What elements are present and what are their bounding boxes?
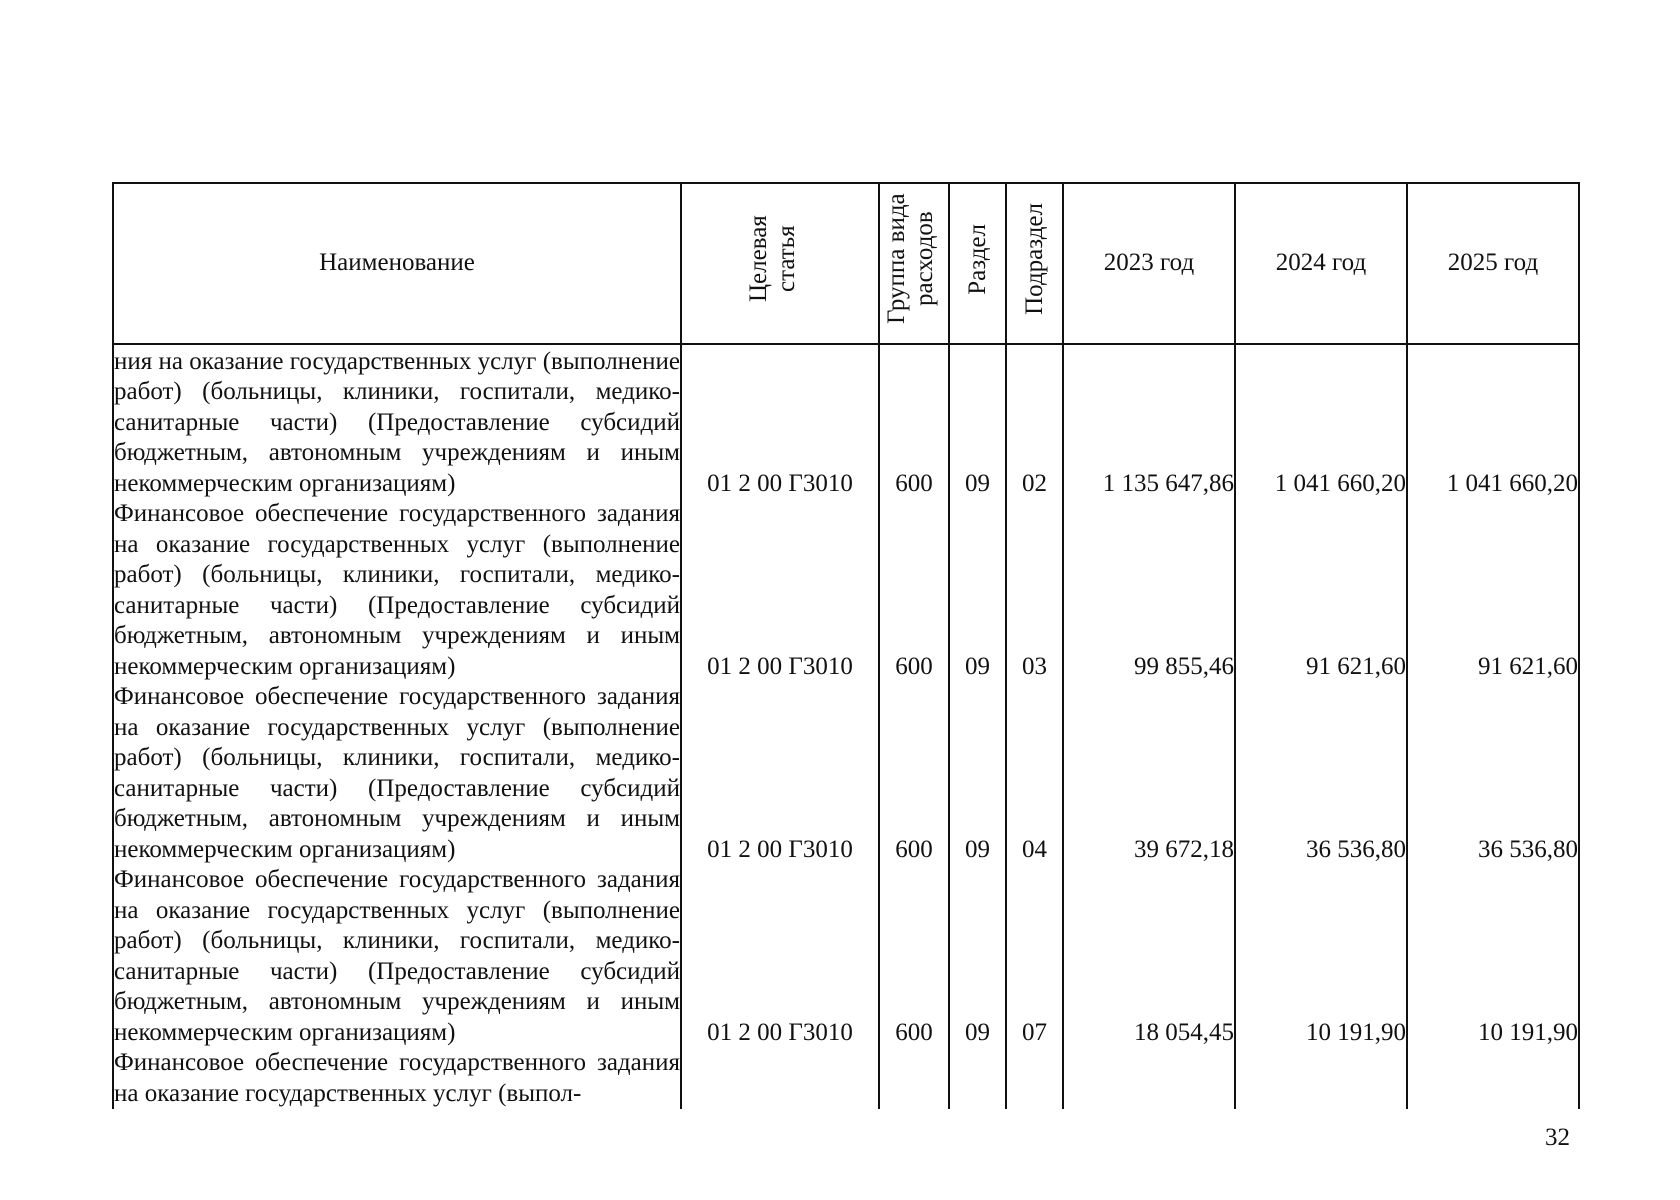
table-body — [113, 344, 1579, 1110]
row-group — [879, 1048, 949, 1109]
row-group: 600 — [879, 344, 949, 500]
header-group: Группа вида расходов — [879, 183, 949, 344]
row-2024: 36 536,80 — [1235, 682, 1407, 865]
row-2025: 1 041 660,20 — [1407, 344, 1579, 500]
row-2024 — [1235, 1048, 1407, 1109]
row-name: Финансовое обеспечение государственного задания на оказание государственных услуг (выполнение работ) (больницы, клиники, госпитали, медико-санитарные части) (Предоставление субсидий бюджетным, автономным учреждениям и иным некоммерческим организациям) — [113, 682, 681, 865]
row-2024: 10 191,90 — [1235, 865, 1407, 1048]
table-row — [113, 1048, 1579, 1109]
table-header — [113, 183, 1579, 344]
row-2025: 91 621,60 — [1407, 499, 1579, 682]
header-2024: 2024 год — [1235, 183, 1407, 344]
row-section: 09 — [949, 865, 1006, 1048]
header-section: Раздел — [949, 183, 1006, 344]
row-section: 09 — [949, 344, 1006, 500]
row-group: 600 — [879, 682, 949, 865]
row-2025: 36 536,80 — [1407, 682, 1579, 865]
page-number: 32 — [1545, 1124, 1570, 1151]
header-2025: 2025 год — [1407, 183, 1579, 344]
row-2023: 39 672,18 — [1063, 682, 1235, 865]
row-section — [949, 1048, 1006, 1109]
row-name: Финансовое обеспечение государственного задания на оказание государственных услуг (выпол- — [113, 1048, 681, 1109]
row-name: Финансовое обеспечение государственного задания на оказание государственных услуг (выполнение работ) (больницы, клиники, госпитали, медико-санитарные части) (Предоставление субсидий бюджетным, автономным учреждениям и иным некоммерческим организациям) — [113, 865, 681, 1048]
row-2023: 1 135 647,86 — [1063, 344, 1235, 500]
row-target: 01 2 00 Г3010 — [681, 682, 879, 865]
row-2024: 1 041 660,20 — [1235, 344, 1407, 500]
row-2023 — [1063, 1048, 1235, 1109]
row-target: 01 2 00 Г3010 — [681, 499, 879, 682]
header-subsection: Подраздел — [1006, 183, 1063, 344]
row-2024: 91 621,60 — [1235, 499, 1407, 682]
row-2025: 10 191,90 — [1407, 865, 1579, 1048]
table-row — [113, 682, 1579, 865]
row-section: 09 — [949, 682, 1006, 865]
row-target — [681, 1048, 879, 1109]
row-target: 01 2 00 Г3010 — [681, 344, 879, 500]
row-2025 — [1407, 1048, 1579, 1109]
row-subsection: 04 — [1006, 682, 1063, 865]
row-name: ния на оказание государственных услуг (выполнение работ) (больницы, клиники, госпитали, медико-санитарные части) (Предоставление субсидий бюджетным, автономным учреждениям и иным некоммерческим организациям) — [113, 344, 681, 500]
row-subsection: 02 — [1006, 344, 1063, 500]
row-target: 01 2 00 Г3010 — [681, 865, 879, 1048]
table-row — [113, 344, 1579, 500]
row-subsection: 03 — [1006, 499, 1063, 682]
row-subsection: 07 — [1006, 865, 1063, 1048]
row-2023: 18 054,45 — [1063, 865, 1235, 1048]
header-row — [113, 183, 1579, 344]
header-2023: 2023 год — [1063, 183, 1235, 344]
budget-table — [112, 182, 1580, 1109]
row-name: Финансовое обеспечение государственного задания на оказание государственных услуг (выполнение работ) (больницы, клиники, госпитали, медико-санитарные части) (Предоставление субсидий бюджетным, автономным учреждениям и иным некоммерческим организациям) — [113, 499, 681, 682]
table-row — [113, 865, 1579, 1048]
table-row — [113, 499, 1579, 682]
header-name: Наименование — [113, 183, 681, 344]
row-2023: 99 855,46 — [1063, 499, 1235, 682]
row-group: 600 — [879, 865, 949, 1048]
row-subsection — [1006, 1048, 1063, 1109]
row-section: 09 — [949, 499, 1006, 682]
header-target: Целевая статья — [681, 183, 879, 344]
row-group: 600 — [879, 499, 949, 682]
